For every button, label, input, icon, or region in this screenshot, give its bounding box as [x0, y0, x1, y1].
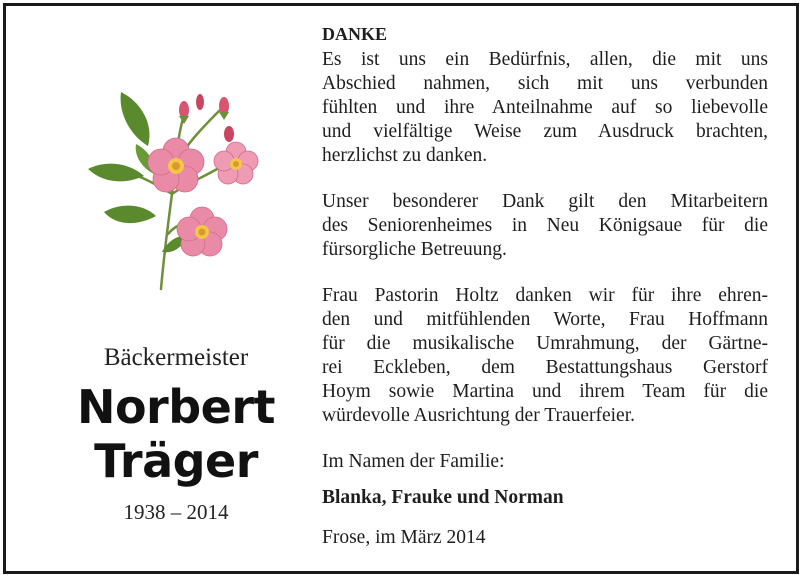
text-line: rei Eckleben, dem Bestattungshaus Gerstorf: [322, 357, 768, 378]
obituary-notice: [3, 3, 799, 574]
text-line: Hoym sowie Martina und ihrem Team für die: [322, 381, 768, 402]
text-line: den und mitfühlenden Worte, Frau Hoffmann: [322, 309, 768, 330]
family-signers: Blanka, Frauke und Norman: [322, 487, 564, 508]
paragraph-gratitude: [322, 48, 768, 168]
occupation-title: Bäckermeister: [103, 344, 249, 371]
last-name: Träger: [94, 434, 258, 488]
heading: DANKE: [322, 24, 388, 44]
paragraph-care-home: [322, 190, 768, 262]
first-name: Norbert: [76, 380, 276, 434]
text-line: für die musikalische Umrahmung, der Gärtne-: [322, 333, 768, 354]
closing-line: Im Namen der Familie:: [322, 451, 505, 472]
text-line: des Seniorenheimes in Neu Königsaue für die: [322, 215, 768, 236]
text-line: herzlichst zu danken.: [322, 145, 488, 166]
wild-rose-icon: [76, 84, 276, 294]
thank-you-text: [322, 22, 768, 550]
text-line: Abschied nahmen, sich mit uns verbunden: [322, 73, 768, 94]
text-line: fühlten und ihre Anteilnahme auf so liebevolle: [322, 97, 768, 118]
text-line: fürsorgliche Betreuung.: [322, 239, 507, 260]
life-years: 1938 – 2014: [123, 500, 229, 524]
text-line: Es ist uns ein Bedürfnis, allen, die mit uns: [322, 49, 768, 70]
place-date: Frose, im März 2014: [322, 527, 486, 548]
text-line: Unser besonderer Dank gilt den Mitarbeitern: [322, 191, 768, 212]
text-line: würdevolle Ausrichtung der Trauerfeier.: [322, 405, 636, 426]
deceased-panel: [6, 6, 326, 571]
text-line: und vielfältige Weise zum Ausdruck brachten,: [322, 121, 768, 142]
text-line: Frau Pastorin Holtz danken wir für ihre ehren-: [322, 285, 768, 306]
paragraph-ceremony: [322, 284, 768, 428]
